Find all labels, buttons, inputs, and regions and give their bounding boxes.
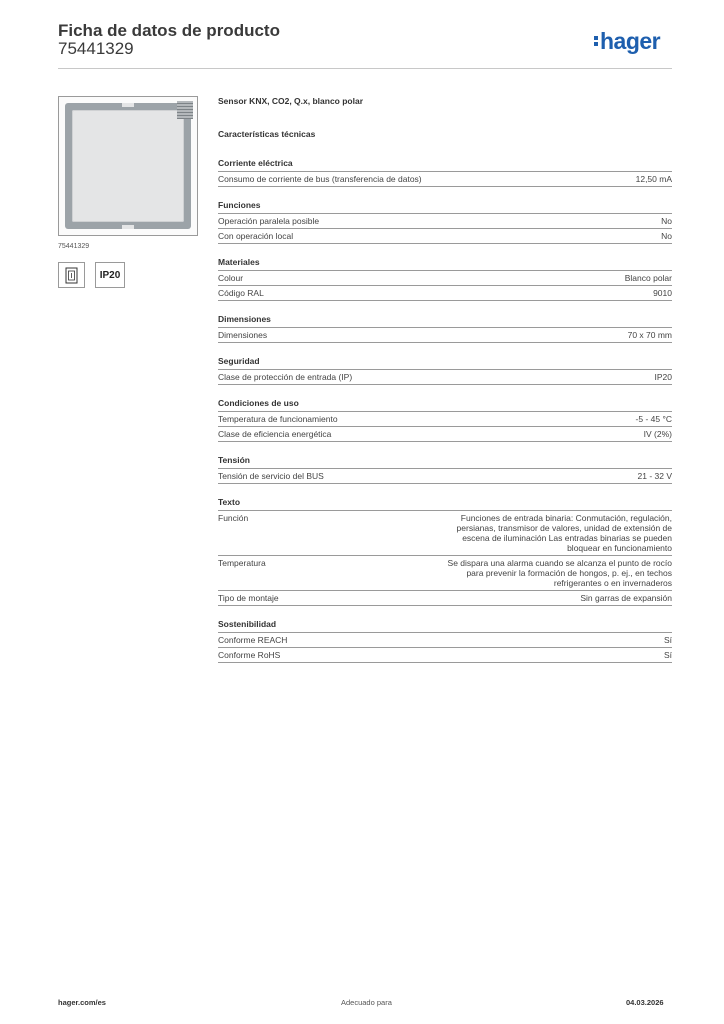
spec-group	[218, 158, 672, 187]
ip-rating-icon	[95, 262, 125, 288]
footer-suitable-for: Adecuado para	[341, 998, 392, 1007]
spec-label: Código RAL	[218, 288, 264, 298]
spec-label: Tipo de montaje	[218, 593, 279, 603]
product-image	[58, 96, 198, 236]
spec-group-title: Seguridad	[218, 356, 672, 370]
spec-label: Tensión de servicio del BUS	[218, 471, 324, 481]
spec-label: Conforme REACH	[218, 635, 288, 645]
spec-label: Conforme RoHS	[218, 650, 281, 660]
spec-row	[218, 469, 672, 484]
spec-group-title: Funciones	[218, 200, 672, 214]
spec-value: Sí	[663, 650, 672, 660]
spec-row	[218, 370, 672, 385]
spec-value: -5 - 45 °C	[635, 414, 672, 424]
frame-notch	[122, 225, 134, 229]
spec-value: Sin garras de expansión	[580, 593, 672, 603]
spec-group-title: Texto	[218, 497, 672, 511]
spec-group-title: Sostenibilidad	[218, 619, 672, 633]
spec-row	[218, 591, 672, 606]
spec-value: Se dispara una alarma cuando se alcanza el punto de rocío para prevenir la formación de hongos, p. ej., en techos refrigerantes o en invernaderos	[447, 558, 672, 588]
image-caption: 75441329	[58, 243, 90, 250]
spec-row	[218, 229, 672, 244]
spec-row	[218, 328, 672, 343]
spec-value: Sí	[663, 635, 672, 645]
product-name: Sensor KNX, CO2, Q.x, blanco polar	[218, 96, 364, 106]
spec-group	[218, 497, 672, 606]
spec-value: IV (2%)	[643, 429, 672, 439]
spec-group	[218, 398, 672, 442]
spec-group	[218, 619, 672, 663]
spec-label: Clase de protección de entrada (IP)	[218, 372, 353, 382]
spec-value: 21 - 32 V	[637, 471, 672, 481]
knx-device-icon	[58, 262, 85, 288]
spec-value: No	[661, 231, 672, 241]
spec-value: No	[661, 216, 672, 226]
spec-row	[218, 556, 672, 591]
spec-group-title: Condiciones de uso	[218, 398, 672, 412]
spec-value: Funciones de entrada binaria: Conmutación, regulación, persianas, transmisor de valores, unidad de extensión de escena de iluminación Las entradas binarias se pueden bloquear en funcionamiento	[456, 513, 672, 553]
spec-row	[218, 172, 672, 187]
spec-label: Dimensiones	[218, 330, 268, 340]
spec-value: IP20	[654, 372, 672, 382]
spec-label: Temperatura de funcionamiento	[218, 414, 338, 424]
spec-group	[218, 314, 672, 343]
page-title: Ficha de datos de producto	[58, 21, 280, 40]
spec-label: Con operación local	[218, 231, 294, 241]
spec-label: Temperatura	[218, 558, 266, 568]
spec-group-title: Dimensiones	[218, 314, 672, 328]
footer-date: 04.03.2026	[626, 998, 664, 1007]
spec-label: Consumo de corriente de bus (transferencia de datos)	[218, 174, 422, 184]
details-panel	[218, 95, 672, 676]
spec-row	[218, 286, 672, 301]
spec-group-title: Materiales	[218, 257, 672, 271]
spec-row	[218, 412, 672, 427]
spec-label: Colour	[218, 273, 244, 283]
spec-row	[218, 271, 672, 286]
spec-group	[218, 257, 672, 301]
spec-value: 12,50 mA	[635, 174, 672, 184]
spec-value: 9010	[653, 288, 672, 298]
frame-notch	[122, 103, 134, 107]
spec-label: Clase de eficiencia energética	[218, 429, 332, 439]
sensor-vent	[177, 101, 193, 119]
logo-text: hager	[600, 28, 661, 54]
spec-label: Función	[218, 513, 249, 523]
spec-group-title: Corriente eléctrica	[218, 158, 672, 172]
spec-row	[218, 214, 672, 229]
spec-group	[218, 455, 672, 484]
hager-logo[interactable]	[594, 28, 660, 55]
spec-row	[218, 633, 672, 648]
sensor-plate	[72, 110, 184, 222]
spec-group	[218, 356, 672, 385]
header-divider	[58, 68, 672, 69]
ip-rating-label: IP20	[99, 269, 121, 281]
spec-value: Blanco polar	[624, 273, 672, 283]
spec-group-title: Tensión	[218, 455, 672, 469]
spec-row	[218, 648, 672, 663]
section-title: Características técnicas	[218, 129, 316, 139]
spec-row	[218, 511, 672, 556]
spec-label: Operación paralela posible	[218, 216, 320, 226]
spec-value: 70 x 70 mm	[627, 330, 672, 340]
spec-row	[218, 427, 672, 442]
product-number: 75441329	[58, 39, 134, 58]
spec-group	[218, 200, 672, 244]
footer-website[interactable]: hager.com/es	[58, 998, 106, 1007]
spec-groups	[218, 158, 672, 663]
logo-dots-icon	[594, 34, 598, 48]
